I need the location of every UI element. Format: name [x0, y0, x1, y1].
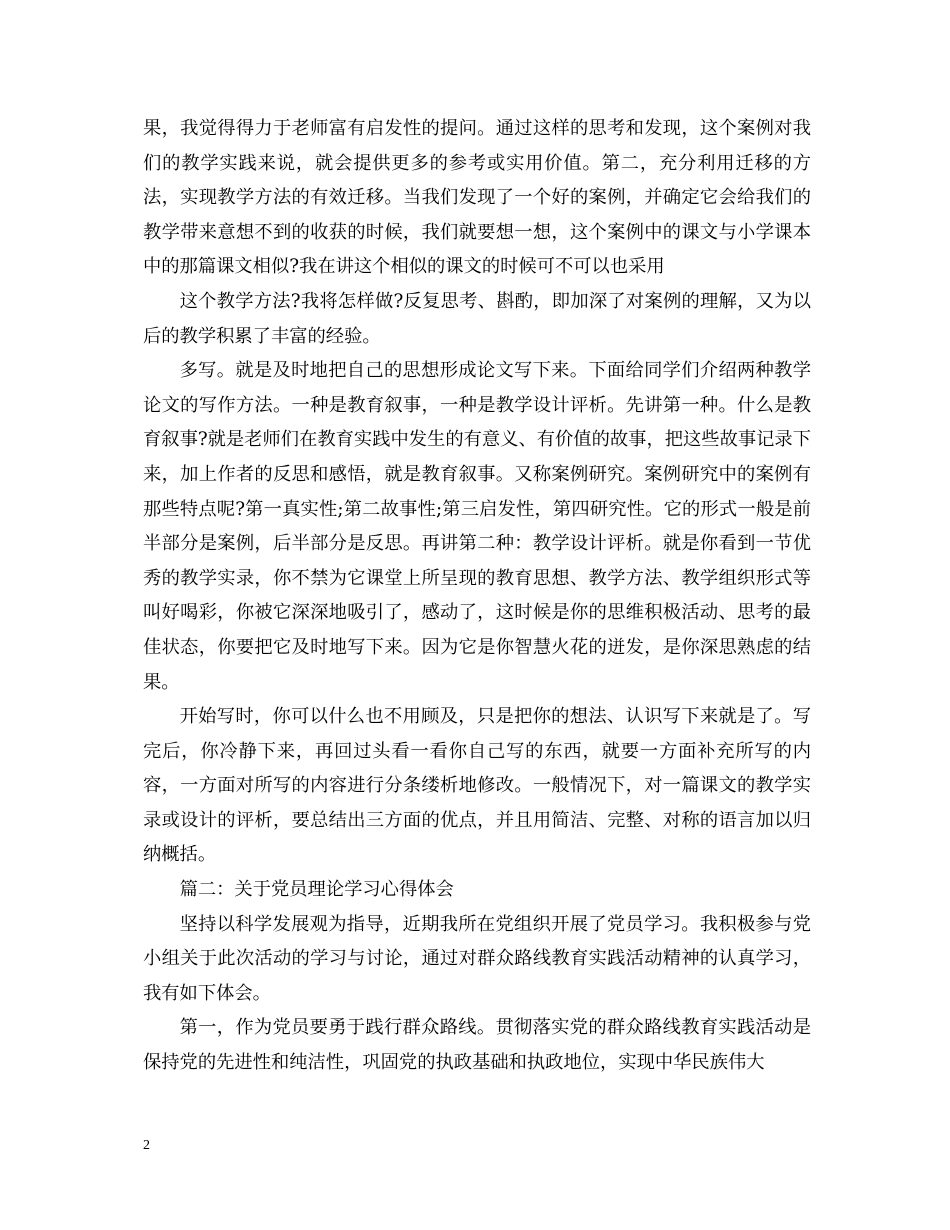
page-number: 2	[143, 1138, 150, 1153]
paragraph-1: 果，我觉得得力于老师富有启发性的提问。通过这样的思考和发现，这个案例对我们的教学实践来说，就会提供更多的参考或实用价值。第二，充分利用迁移的方法，实现教学方法的有效迁移。当我们发现了一个好的案例，并确定它会给我们的教学带来意想不到的收获的时候，我们就要想一想，这个案例中的课文与小学课本中的那篇课文相似?我在讲这个相似的课文的时候可不可以也采用	[143, 118, 811, 278]
document-body	[143, 112, 811, 1081]
paragraph-4: 开始写时，你可以什么也不用顾及，只是把你的想法、认识写下来就是了。写完后，你冷静下来，再回过头看一看你自己写的东西，就要一方面补充所写的内容，一方面对所写的内容进行分条缕析地修改。一般情况下，对一篇课文的教学实录或设计的评析，要总结出三方面的优点，并且用简洁、完整、对称的语言加以归纳概括。	[143, 706, 811, 866]
paragraph-2: 这个教学方法?我将怎样做?反复思考、斟酌，即加深了对案例的理解，又为以后的教学积累了丰富的经验。	[143, 290, 811, 347]
paragraph-3: 多写。就是及时地把自己的思想形成论文写下来。下面给同学们介绍两种教学论文的写作方法。一种是教育叙事，一种是教学设计评析。先讲第一种。什么是教育叙事?就是老师们在教育实践中发生的有意义、有价值的故事，把这些故事记录下来，加上作者的反思和感悟，就是教育叙事。又称案例研究。案例研究中的案例有那些特点呢?第一真实性;第二故事性;第三启发性，第四研究性。它的形式一般是前半部分是案例，后半部分是反思。再讲第二种：教学设计评析。就是你看到一节优秀的教学实录，你不禁为它课堂上所呈现的教育思想、教学方法、教学组织形式等叫好喝彩，你被它深深地吸引了，感动了，这时候是你的思维积极活动、思考的最佳状态，你要把它及时地写下来。因为它是你智慧火花的迸发，是你深思熟虑的结果。	[143, 360, 811, 693]
paragraph-5: 坚持以科学发展观为指导，近期我所在党组织开展了党员学习。我积极参与党小组关于此次活动的学习与讨论，通过对群众路线教育实践活动精神的认真学习，我有如下体会。	[143, 913, 811, 1004]
section-heading: 篇二：关于党员理论学习心得体会	[179, 879, 454, 901]
paragraph-6: 第一，作为党员要勇于践行群众路线。贯彻落实党的群众路线教育实践活动是保持党的先进性和纯洁性，巩固党的执政基础和执政地位，实现中华民族伟大	[143, 1017, 811, 1074]
